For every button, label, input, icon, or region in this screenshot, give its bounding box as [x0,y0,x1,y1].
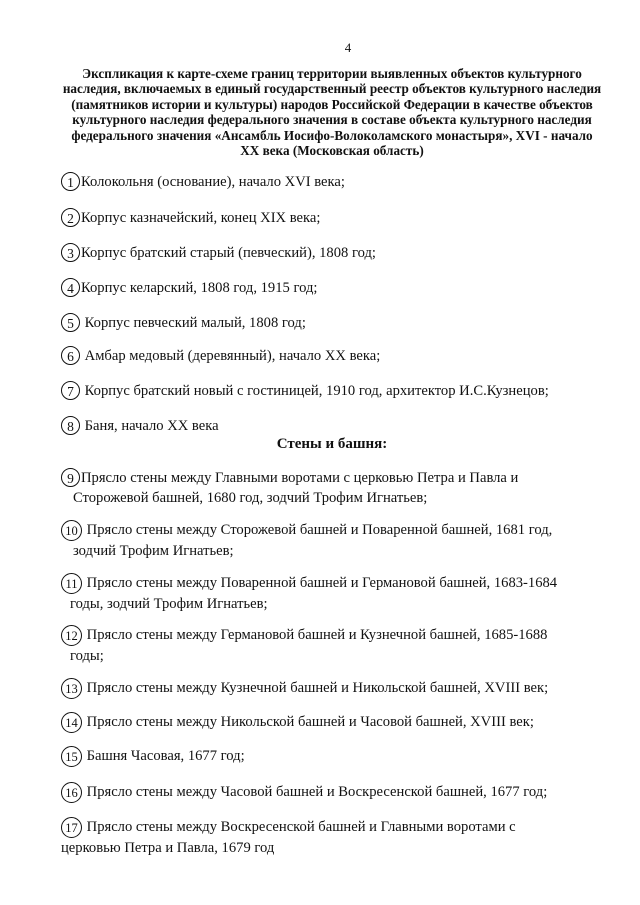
title-line: Экспликация к карте-схеме границ территории выявленных объектов культурного [82,66,582,81]
item-number: 14 [61,712,82,733]
list-item [61,172,621,192]
list-item [61,782,621,803]
list-item [61,817,621,858]
item-text-continuation: церковью Петра и Павла, 1679 год [61,840,275,856]
title-line: XX века (Московская область) [240,143,424,159]
item-text: Прясло стены между Поваренной башней и Германовой башней, 1683-1684 [83,575,558,591]
item-number: 4 [61,278,80,297]
list-item [61,625,621,666]
item-number: 7 [61,381,80,400]
item-text-continuation: годы, зодчий Трофим Игнатьев; [70,596,268,612]
item-text: Прясло стены между Никольской башней и Часовой башней, XVIII век; [83,714,534,730]
item-text: Корпус певческий малый, 1808 год; [81,315,306,331]
item-number: 2 [61,208,80,227]
item-text: Прясло стены между Германовой башней и Кузнечной башней, 1685-1688 [83,627,548,643]
item-text: Башня Часовая, 1677 год; [83,748,245,764]
list-item [61,746,621,767]
list-item [61,468,621,508]
list-item [61,313,621,333]
item-text: Баня, начало XX века [81,418,219,434]
item-number: 17 [61,817,82,838]
item-text-continuation: зодчий Трофим Игнатьев; [73,543,234,559]
list-item [61,416,621,436]
item-number: 12 [61,625,82,646]
item-text: Колокольня (основание), начало XVI века; [81,174,345,190]
title-line: федерального значения «Ансамбль Иосифо-Волоколамского монастыря», XVI - начало [71,127,593,143]
item-number: 9 [61,468,80,487]
list-item [61,346,621,366]
item-number: 16 [61,782,82,803]
list-item [61,381,621,401]
title-line: наследия, включаемых в единый государственный реестр объектов культурного наследия [62,81,602,97]
document-title [62,66,602,158]
item-text: Корпус братский старый (певческий), 1808 год; [81,245,376,261]
item-text: Амбар медовый (деревянный), начало XX века; [81,348,381,364]
item-number: 15 [61,746,82,767]
item-text: Корпус братский новый с гостиницей, 1910 год, архитектор И.С.Кузнецов; [81,383,549,399]
item-text: Прясло стены между Часовой башней и Воскресенской башней, 1677 год; [83,784,548,800]
item-text: Корпус келарский, 1808 год, 1915 год; [81,280,318,296]
item-number: 8 [61,416,80,435]
item-number: 13 [61,678,82,699]
title-line: культурного наследия федерального значения в составе объекта культурного наследия [72,112,592,128]
list-item [61,573,621,614]
item-number: 1 [61,172,80,191]
section-heading: Стены и башня: [276,436,388,452]
item-text-continuation: Сторожевой башней, 1680 год, зодчий Трофим Игнатьев; [73,490,428,506]
item-text: Прясло стены между Кузнечной башней и Никольской башней, XVIII век; [83,680,549,696]
list-item [61,520,621,561]
list-item [61,678,621,699]
title-line: (памятников истории и культуры) народов Российской Федерации в качестве объектов [71,96,593,112]
item-text: Прясло стены между Сторожевой башней и Поваренной башней, 1681 год, [83,522,553,538]
item-number: 10 [61,520,82,541]
item-text: Корпус казначейский, конец XIX века; [81,210,321,226]
list-item [61,712,621,733]
item-number: 6 [61,346,80,365]
item-text: Прясло стены между Воскресенской башней и Главными воротами с [83,819,516,835]
list-item [61,243,621,263]
item-number: 3 [61,243,80,262]
item-number: 5 [61,313,80,332]
list-item [61,278,621,298]
page-number: 4 [344,40,352,55]
item-number: 11 [61,573,82,594]
item-text: Прясло стены между Главными воротами с церковью Петра и Павла и [81,470,519,486]
list-item [61,208,621,228]
item-text-continuation: годы; [70,648,104,664]
